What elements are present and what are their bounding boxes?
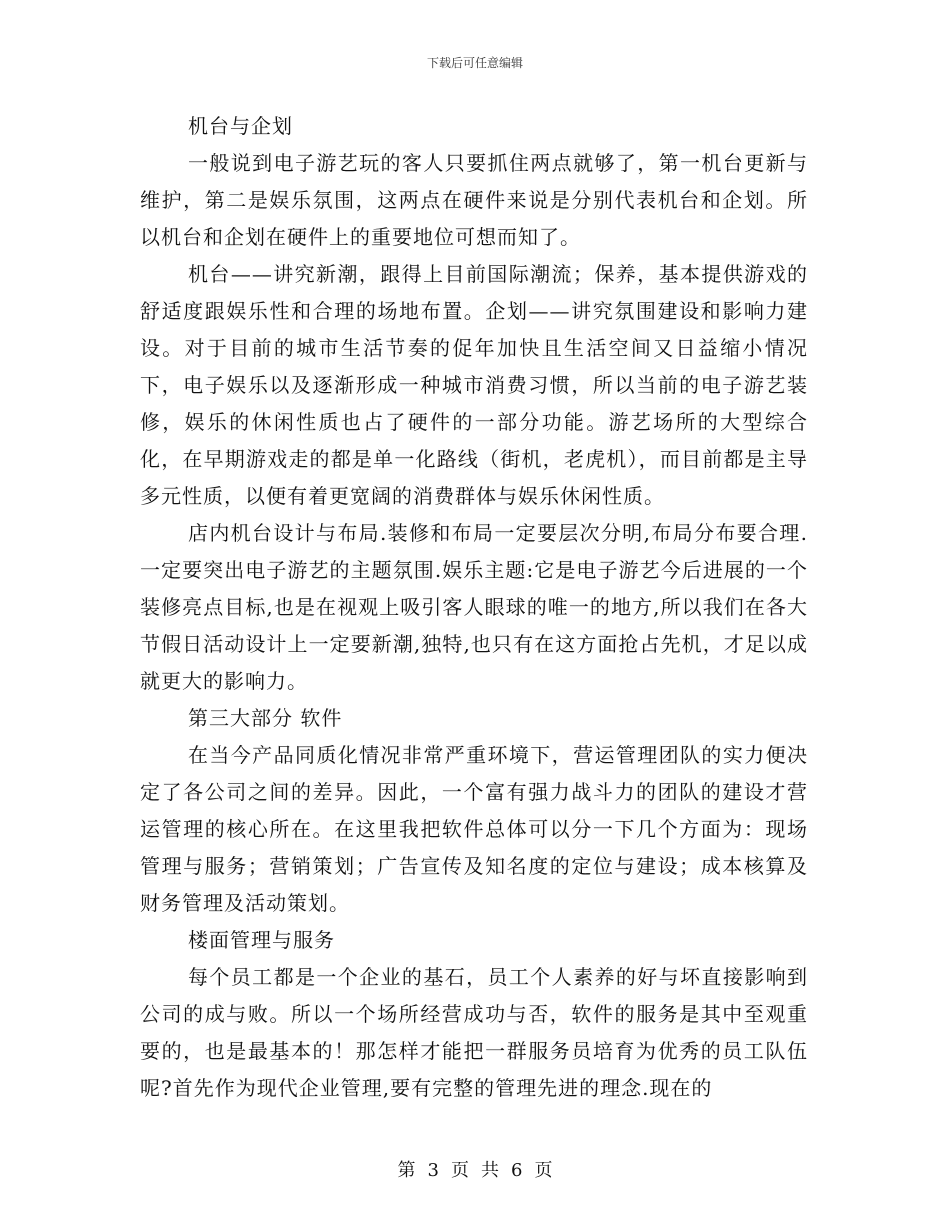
paragraph: 店内机台设计与布局.装修和布局一定要层次分明,布局分布要合理.一定要突出电子游艺的主题氛围.娱乐主题:它是电子游艺今后进展的一个装修亮点目标,也是在视观上吸引客人眼球的唯一的地方,所以我们在各大节假日活动设计上一定要新潮,独特,也只有在这方面抢占先机，才足以成就更大的影响力。 (140, 521, 808, 693)
footer-total-unit: 页 (534, 1160, 553, 1181)
footer-page-number: 3 (427, 1160, 439, 1181)
page-header: 下载后可任意编辑 (426, 56, 523, 70)
paragraph: 每个员工都是一个企业的基石，员工个人素养的好与坏直接影响到公司的成与败。所以一个场所经营成功与否，软件的服务是其中至观重要的，也是最基本的！那怎样才能把一群服务员培育为优秀的员工队伍呢?首先作为现代企业管理,要有完整的管理先进的理念.现在的 (140, 965, 808, 1100)
section-heading-floor-management: 楼面管理与服务 (188, 928, 335, 952)
footer-total-prefix: 共 (481, 1160, 499, 1181)
page-footer (0, 1156, 950, 1182)
paragraph: 在当今产品同质化情况非常严重环境下，营运管理团队的实力便决定了各公司之间的差异。因此，一个富有强力战斗力的团队的建设才营运管理的核心所在。在这里我把软件总体可以分一下几个方面为：现场管理与服务；营销策划；广告宣传及知名度的定位与建设；成本核算及财务管理及活动策划。 (140, 743, 808, 915)
footer-total-pages: 6 (511, 1160, 523, 1181)
section-heading-part-three: 第三大部分 软件 (188, 706, 343, 730)
paragraph: 一般说到电子游艺玩的客人只要抓住两点就够了，第一机台更新与维护，第二是娱乐氛围，这两点在硬件来说是分别代表机台和企划。所以机台和企划在硬件上的重要地位可想而知了。 (140, 151, 808, 249)
footer-page-unit: 页 (451, 1160, 469, 1181)
document-body (140, 108, 808, 1107)
footer-prefix: 第 (397, 1160, 416, 1181)
section-heading-machines-planning: 机台与企划 (188, 114, 293, 138)
paragraph: 机台——讲究新潮，跟得上目前国际潮流；保养，基本提供游戏的舒适度跟娱乐性和合理的场地布置。企划——讲究氛围建设和影响力建设。对于目前的城市生活节奏的促年加快且生活空间又日益缩小情况下，电子娱乐以及逐渐形成一种城市消费习惯，所以当前的电子游艺装修，娱乐的休闲性质也占了硬件的一部分功能。游艺场所的大型综合化，在早期游戏走的都是单一化路线（街机，老虎机），而目前都是主导多元性质，以便有着更宽阔的消费群体与娱乐休闲性质。 (140, 262, 808, 508)
